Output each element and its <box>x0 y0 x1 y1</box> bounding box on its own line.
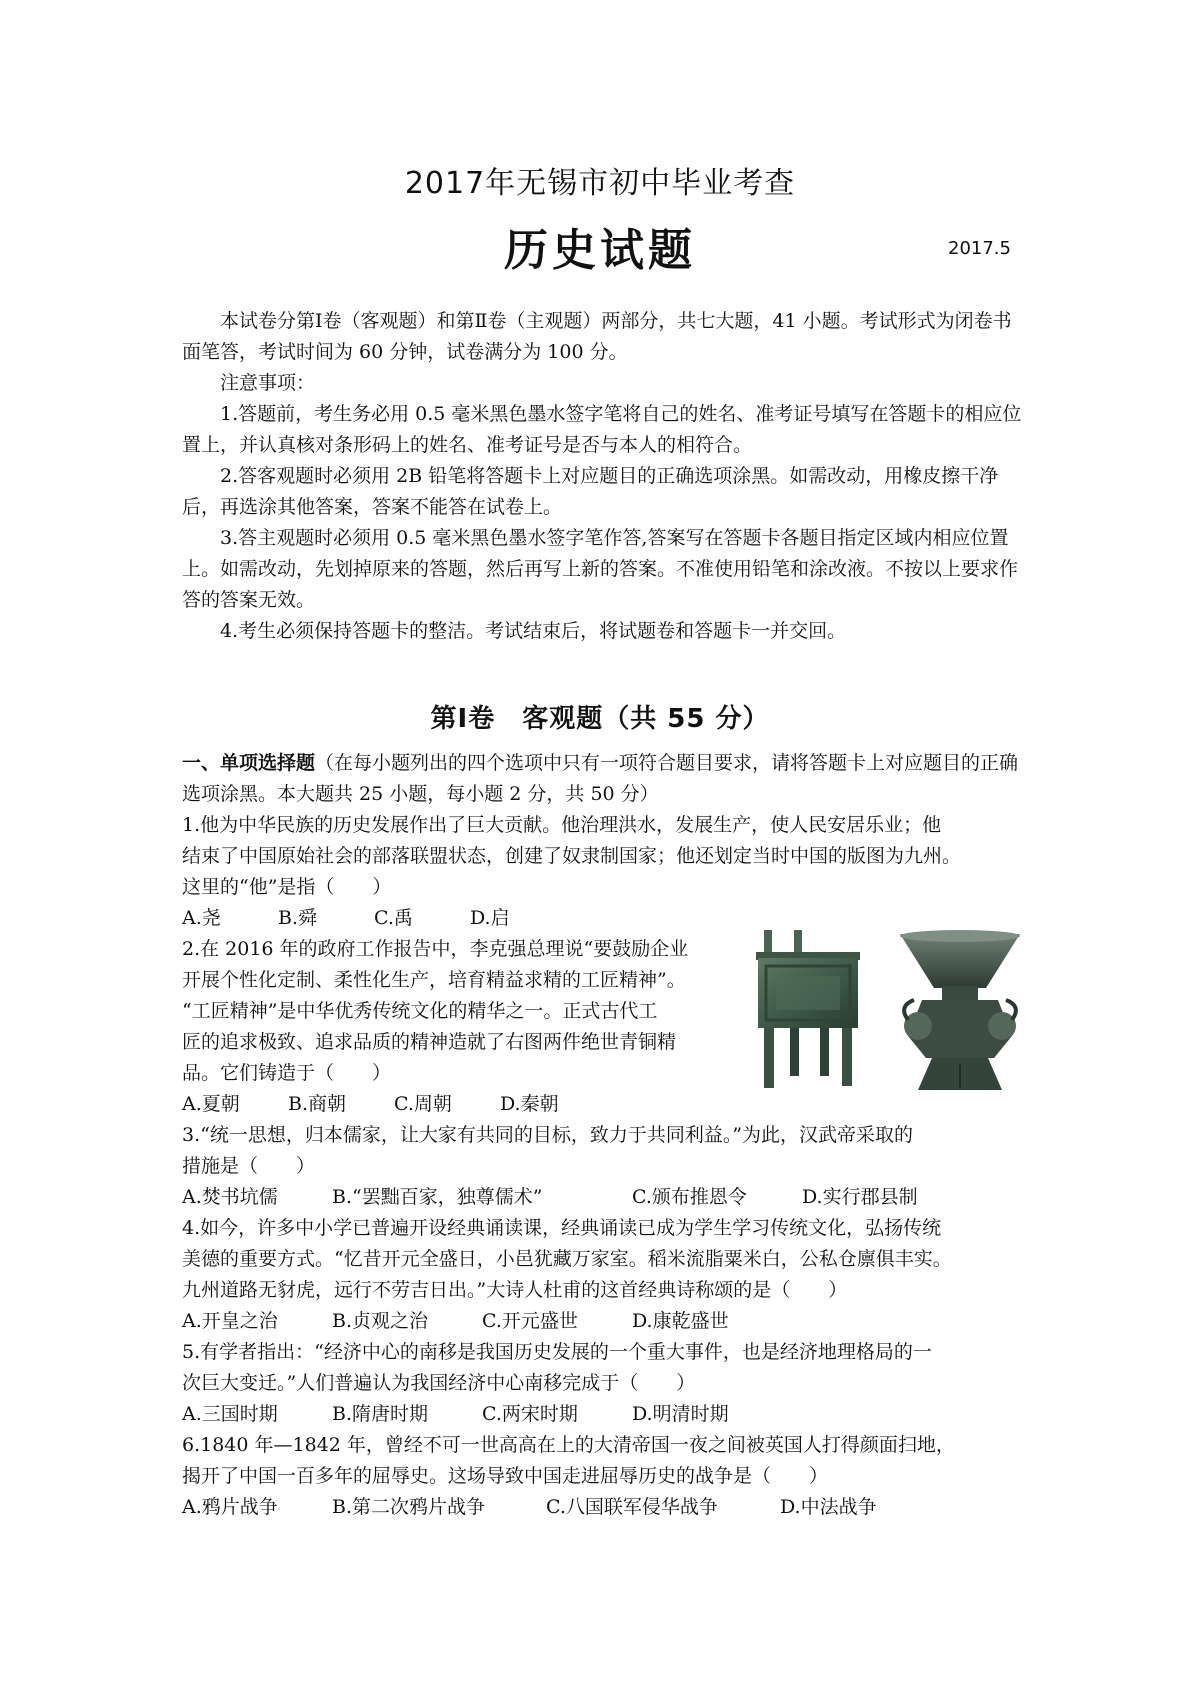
question-line: 6.1840 年—1842 年，曾经不可一世高高在上的大清帝国一夜之间被英国人打得颜面扫地， <box>182 1434 955 1456</box>
question-4 <box>182 1213 1028 1337</box>
option-d: D.康乾盛世 <box>632 1310 729 1332</box>
option-b: B.隋唐时期 <box>332 1403 429 1425</box>
question-line: 次巨大变迁。”人们普遍认为我国经济中心南移完成于（ ） <box>182 1372 696 1394</box>
question-2 <box>182 934 742 1120</box>
note-item: 1.答题前，考生务必用 0.5 毫米黑色墨水签字笔将自己的姓名、准考证号填写在答题卡的相应位置上，并认真核对条形码上的姓名、准考证号是否与本人的相符合。 <box>182 403 1022 456</box>
options-row <box>182 1399 1028 1430</box>
intro-paragraph: 本试卷分第Ⅰ卷（客观题）和第Ⅱ卷（主观题）两部分，共七大题，41 小题。考试形式为闭卷书面笔答，考试时间为 60 分钟，试卷满分为 100 分。 <box>182 310 1012 363</box>
option-c: C.两宋时期 <box>482 1403 578 1425</box>
option-b: B.“罢黜百家，独尊儒术” <box>332 1186 543 1208</box>
question-line: 揭开了中国一百多年的屈辱史。这场导致中国走进屈辱历史的战争是（ ） <box>182 1465 829 1487</box>
option-b: B.第二次鸦片战争 <box>332 1496 486 1518</box>
option-b: B.贞观之治 <box>332 1310 429 1332</box>
option-c: C.周朝 <box>394 1093 452 1115</box>
option-a: A.夏朝 <box>182 1093 240 1115</box>
questions-block <box>182 748 1028 1523</box>
question-1 <box>182 810 1028 934</box>
bronze-ding-and-zun-image <box>750 928 1028 1093</box>
part-instruction <box>182 748 1028 810</box>
option-a: A.尧 <box>182 907 221 929</box>
question-line: “工匠精神”是中华优秀传统文化的精华之一。正式古代工 <box>182 1000 658 1022</box>
question-line: 美德的重要方式。“忆昔开元全盛日，小邑犹藏万家室。稻米流脂粟米白，公私仓廪俱丰实。 <box>182 1248 952 1270</box>
option-a: A.三国时期 <box>182 1403 278 1425</box>
option-c: C.八国联军侵华战争 <box>546 1496 718 1518</box>
question-6 <box>182 1430 1028 1523</box>
exam-title: 2017年无锡市初中毕业考查 <box>404 166 796 201</box>
options-row <box>182 1492 1028 1523</box>
question-line: 这里的“他”是指（ ） <box>182 876 392 898</box>
question-line: 1.他为中华民族的历史发展作出了巨大贡献。他治理洪水，发展生产，使人民安居乐业；他 <box>182 814 942 836</box>
question-line: 品。它们铸造于（ ） <box>182 1062 392 1084</box>
question-line: 结束了中国原始社会的部落联盟状态，创建了奴隶制国家；他还划定当时中国的版图为九州。 <box>182 845 962 867</box>
question-line: 开展个性化定制、柔性化生产，培育精益求精的工匠精神”。 <box>182 969 686 991</box>
zun-vessel <box>900 930 1020 1090</box>
option-b: B.舜 <box>278 907 318 929</box>
note-item: 2.答客观题时必须用 2B 铅笔将答题卡上对应题目的正确选项涂黑。如需改动，用橡皮擦干净后，再选涂其他答案，答案不能答在试卷上。 <box>182 465 999 518</box>
options-row <box>182 1306 1028 1337</box>
notes-heading: 注意事项： <box>220 372 316 394</box>
question-5 <box>182 1337 1028 1430</box>
note-item: 4.考生必须保持答题卡的整洁。考试结束后，将试题卷和答题卡一并交回。 <box>220 620 847 642</box>
option-c: C.禹 <box>374 907 413 929</box>
option-d: D.启 <box>470 907 510 929</box>
question-3 <box>182 1120 1028 1213</box>
option-a: A.开皇之治 <box>182 1310 278 1332</box>
ding-vessel <box>756 930 860 1088</box>
question-line: 5.有学者指出：“经济中心的南移是我国历史发展的一个重大事件，也是经济地理格局的一 <box>182 1341 932 1363</box>
part-description: （在每小题列出的四个选项中只有一项符合题目要求，请将答题卡上对应题目的正确选项涂黑。本大题共 25 小题，每小题 2 分，共 50 分） <box>182 752 1019 805</box>
option-a: A.鸦片战争 <box>182 1496 278 1518</box>
note-item: 3.答主观题时必须用 0.5 毫米黑色墨水签字笔作答,答案写在答题卡各题目指定区域内相应位置上。如需改动，先划掉原来的答题，然后再写上新的答案。不准使用铅笔和涂改液。不按以上要求作答的答案无效。 <box>182 527 1019 611</box>
option-d: D.中法战争 <box>780 1496 877 1518</box>
option-d: D.明清时期 <box>632 1403 729 1425</box>
exam-date: 2017.5 <box>948 238 1011 259</box>
option-c: C.颁布推恩令 <box>632 1186 747 1208</box>
question-line: 九州道路无豺虎，远行不劳吉日出。”大诗人杜甫的这首经典诗称颂的是（ ） <box>182 1279 848 1301</box>
question-line: 4.如今，许多中小学已普遍开设经典诵读课，经典诵读已成为学生学习传统文化，弘扬传统 <box>182 1217 942 1239</box>
option-b: B.商朝 <box>288 1093 347 1115</box>
question-line: 措施是（ ） <box>182 1155 316 1177</box>
question-line: 3.“统一思想，归本儒家，让大家有共同的目标，致力于共同利益。”为此，汉武帝采取的 <box>182 1124 914 1146</box>
intro-block <box>182 306 1028 647</box>
option-d: D.实行郡县制 <box>802 1186 918 1208</box>
option-c: C.开元盛世 <box>482 1310 578 1332</box>
options-row <box>182 1089 742 1120</box>
option-d: D.秦朝 <box>500 1093 559 1115</box>
subject-title: 历史试题 <box>504 225 696 276</box>
option-a: A.焚书坑儒 <box>182 1186 278 1208</box>
options-row <box>182 1182 1028 1213</box>
section-title: 第Ⅰ卷 客观题（共 55 分） <box>430 704 770 734</box>
part-label: 一、单项选择题 <box>182 752 316 774</box>
question-line: 2.在 2016 年的政府工作报告中，李克强总理说“要鼓励企业 <box>182 938 689 960</box>
question-line: 匠的追求极致、追求品质的精神造就了右图两件绝世青铜精 <box>182 1031 677 1053</box>
